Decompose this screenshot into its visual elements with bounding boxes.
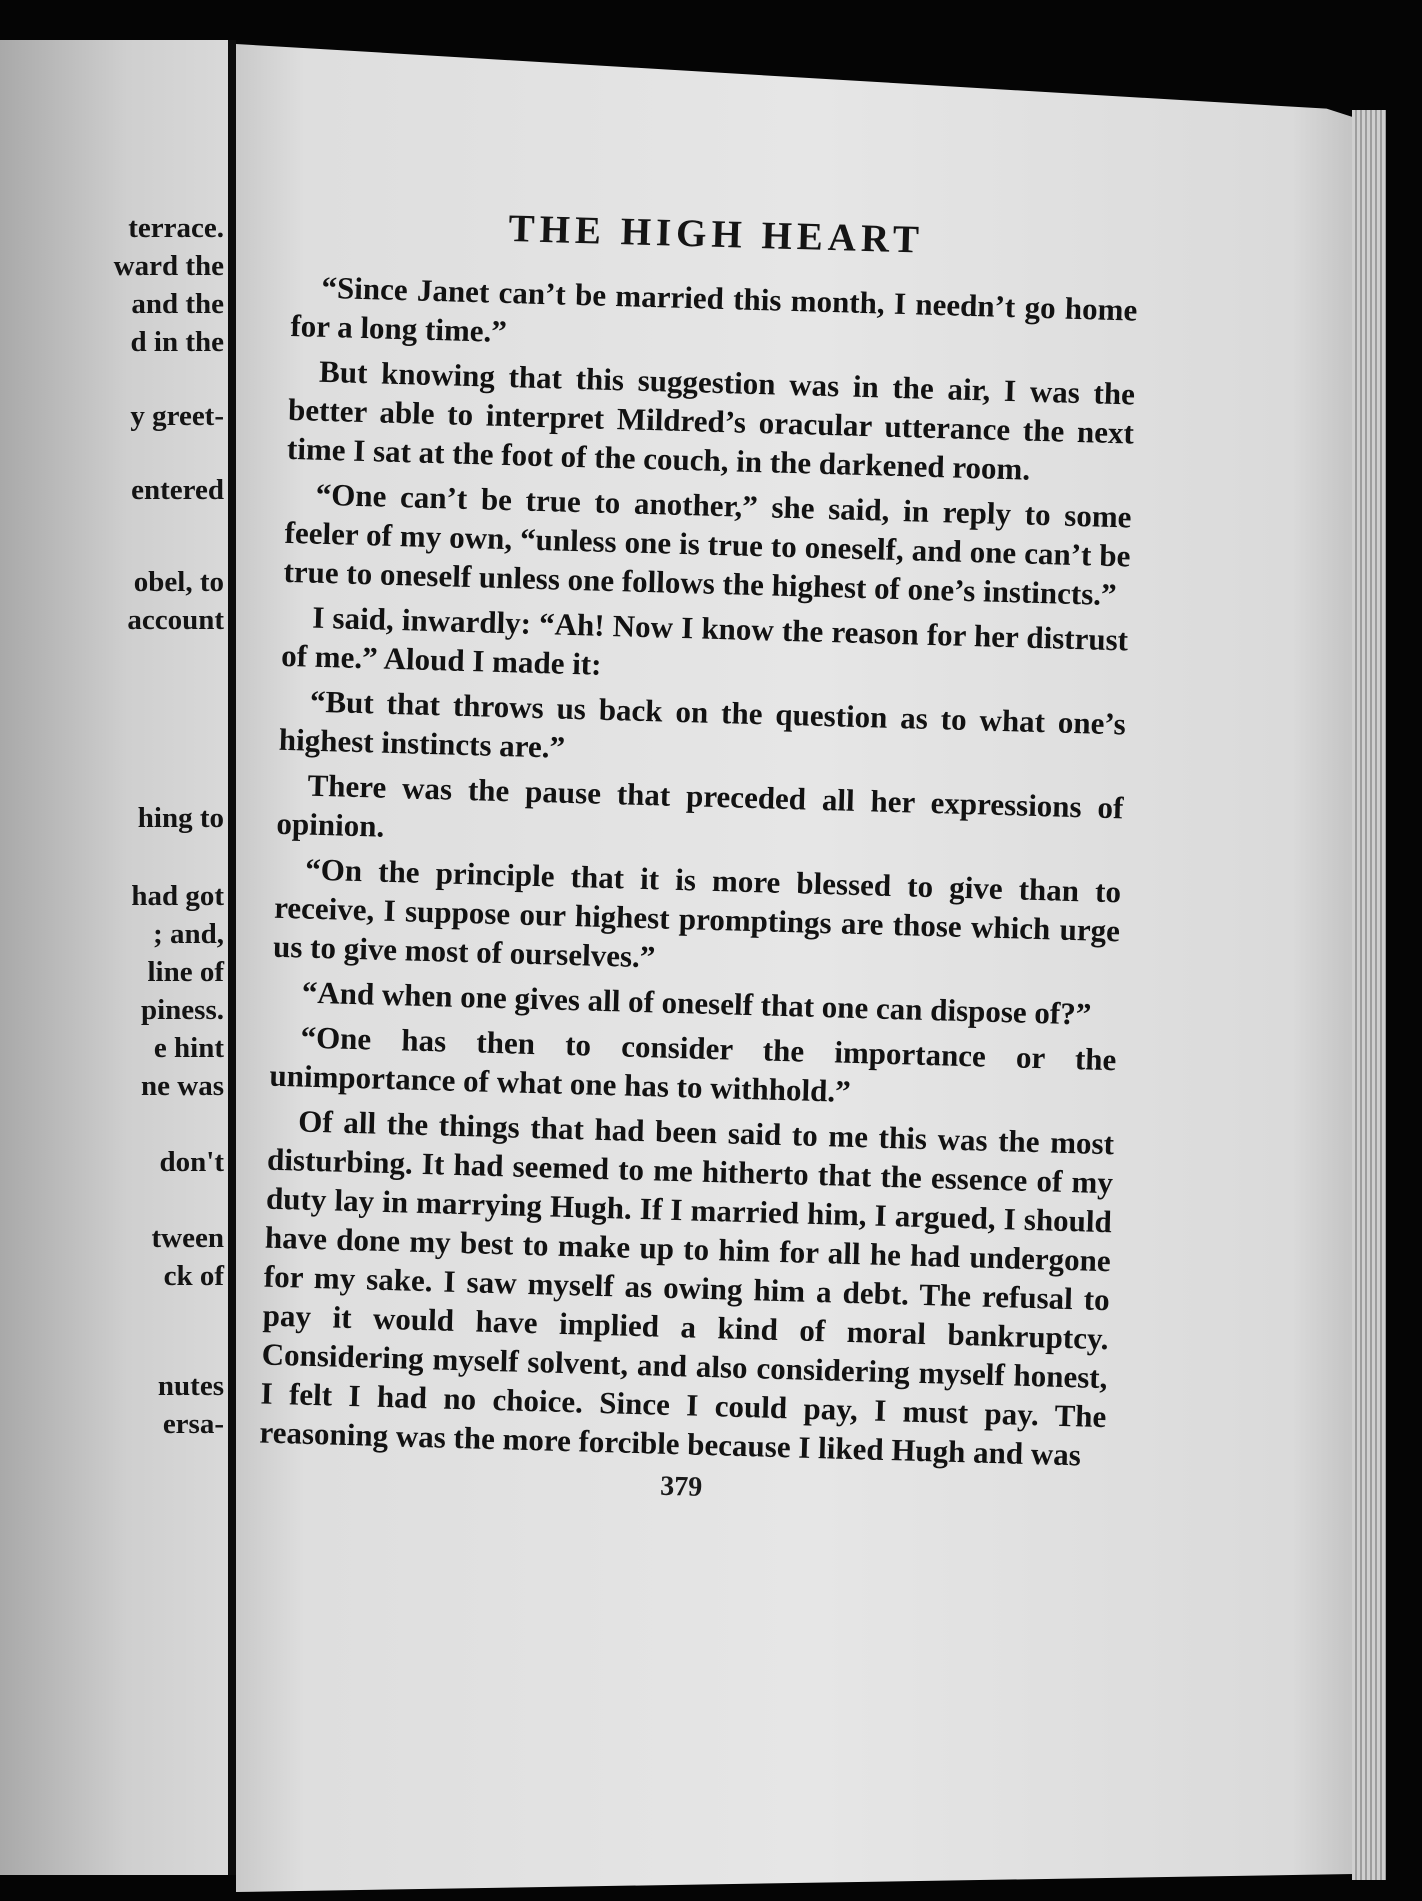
left-page-line: nutes xyxy=(157,1370,224,1402)
paragraph: “On the principle that it is more blessed to give than to receive, I suppose our highest promptings are those which urge us to give most of ourselves.” xyxy=(272,851,1122,975)
left-page-line: account xyxy=(127,604,224,636)
paragraph: “Since Janet can’t be married this month, I needn’t go home for a long time.” xyxy=(290,269,1138,349)
paragraph: “One has then to consider the importance or the unimportance of what one has to withhold.” xyxy=(269,1019,1117,1109)
left-page-line: piness. xyxy=(140,994,224,1026)
left-page-line: don't xyxy=(159,1146,224,1178)
paragraph: “One can’t be true to another,” she said, in reply to some feeler of my own, “unless one is true to oneself, and one can’t be true to oneself unless one follows the highest of one’s instincts.” xyxy=(283,476,1132,613)
paragraph: But knowing that this suggestion was in the air, I was the better able to interpret Mildred’s oracular utterance the next time I sat at the foot of the couch, in the darkened room. xyxy=(286,353,1136,487)
left-page-line: and the xyxy=(131,288,224,320)
paragraph: “But that throws us back on the question as to what one’s highest instincts are.” xyxy=(278,683,1127,765)
left-page-line: line of xyxy=(147,956,224,988)
paragraph: “And when one gives all of oneself that one can dispose of?” xyxy=(301,974,1092,1032)
left-page-line: ward the xyxy=(113,250,224,282)
left-page-line: ersa- xyxy=(162,1408,224,1440)
left-page-line: e hint xyxy=(153,1032,224,1064)
left-page-line: ne was xyxy=(141,1070,224,1102)
left-page-line: had got xyxy=(131,880,224,912)
paragraph: I said, inwardly: “Ah! Now I know the reason for her distrust of me.” Aloud I made it: xyxy=(280,599,1129,682)
page-edge xyxy=(1352,110,1386,1880)
paragraph: There was the pause that preceded all her expressions of opinion. xyxy=(276,767,1124,844)
book-gutter xyxy=(228,40,236,1875)
left-page-line: d in the xyxy=(130,326,224,358)
left-page-line: ck of xyxy=(163,1260,224,1292)
paragraph: Of all the things that had been said to me this was the most disturbing. It had seemed to me hitherto that the essence of my duty lay in marrying Hugh. If I married him, I argued, I should have done my best to make up to him for all he had undergone for my sake. I saw myself as owing him a debt. The refusal to pay it would have implied a kind of moral bankruptcy. Considering myself solvent, and also considering myself honest, I felt I had no choice. Since I could pay, I must pay. The reasoning was the more forcible because I liked Hugh and was xyxy=(259,1103,1115,1473)
left-page xyxy=(0,40,232,1875)
left-page-line: y greet- xyxy=(130,400,224,432)
left-page-line: ; and, xyxy=(153,918,224,950)
page-number: 379 xyxy=(659,1470,703,1503)
page-text-block xyxy=(258,200,1140,1515)
left-page-line: terrace. xyxy=(128,212,224,244)
left-page-line: obel, to xyxy=(133,566,224,598)
running-head: THE HIGH HEART xyxy=(508,207,925,262)
left-page-line: hing to xyxy=(137,802,224,834)
left-page-line: entered xyxy=(131,474,224,506)
left-page-line: tween xyxy=(151,1222,224,1254)
